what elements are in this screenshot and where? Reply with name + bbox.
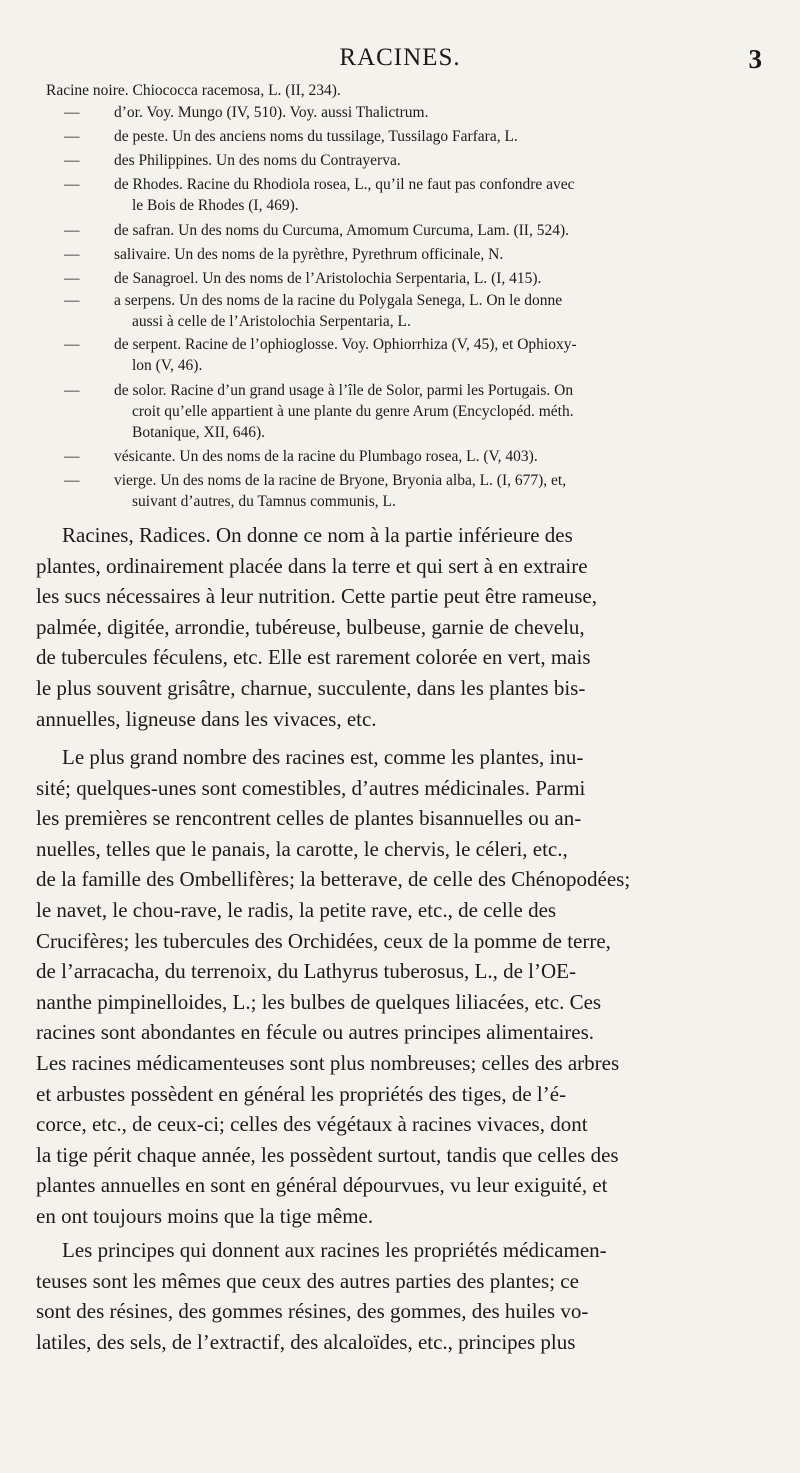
paragraph-line: sité; quelques-unes sont comestibles, d’autres médicinales. Parmi — [36, 775, 586, 800]
paragraph-line: le navet, le chou-rave, le radis, la petite rave, etc., de celle des — [36, 897, 557, 922]
paragraph-line: annuelles, ligneuse dans les vivaces, etc. — [36, 706, 377, 731]
entry-line: des Philippines. Un des noms du Contrayerva. — [114, 152, 401, 169]
entry-line: salivaire. Un des noms de la pyrèthre, Pyrethrum officinale, N. — [114, 246, 504, 263]
paragraph-line: plantes annuelles en sont en général dépourvues, vu leur exiguité, et — [36, 1173, 608, 1198]
paragraph-line: plantes, ordinairement placée dans la terre et qui sert à en extraire — [36, 553, 588, 578]
entry-line: de solor. Racine d’un grand usage à l’île de Solor, parmi les Portugais. On — [114, 382, 574, 399]
entry-line: Racine noire. Chiococca racemosa, L. (II, 234). — [46, 82, 341, 99]
paragraph-line: le plus souvent grisâtre, charnue, succulente, dans les plantes bis- — [36, 675, 586, 700]
entry-line: de serpent. Racine de l’ophioglosse. Voy. Ophiorrhiza (V, 45), et Ophioxy- — [114, 336, 577, 353]
entry-dash: — — [64, 382, 80, 399]
entry-dash: — — [64, 176, 80, 193]
entry-dash: — — [64, 270, 80, 287]
paragraph-line: Les principes qui donnent aux racines les propriétés médicamen- — [62, 1238, 607, 1262]
entry-dash: — — [64, 448, 80, 465]
running-header — [0, 44, 800, 80]
paragraph-line: nanthe pimpinelloides, L.; les bulbes de quelques liliacées, etc. Ces — [36, 989, 602, 1014]
entry-line: suivant d’autres, du Tamnus communis, L. — [132, 493, 396, 510]
running-title: RACINES. — [339, 44, 461, 71]
entry-line: de Sanagroel. Un des noms de l’Aristolochia Serpentaria, L. (I, 415). — [114, 270, 542, 287]
entry-line: d’or. Voy. Mungo (IV, 510). Voy. aussi Thalictrum. — [114, 104, 429, 121]
entry-line: vésicante. Un des noms de la racine du Plumbago rosea, L. (V, 403). — [114, 448, 538, 465]
paragraph-line: Racines, Radices. On donne ce nom à la partie inférieure des — [62, 523, 573, 547]
entry-line: vierge. Un des noms de la racine de Bryone, Bryonia alba, L. (I, 677), et, — [114, 472, 567, 489]
paragraph-racines-principes — [36, 1235, 770, 1357]
paragraph-line: nuelles, telles que le panais, la carotte, le chervis, le céleri, etc., — [36, 836, 568, 861]
paragraph-line: Crucifères; les tubercules des Orchidées, ceux de la pomme de terre, — [36, 928, 611, 953]
entry-line: aussi à celle de l’Aristolochia Serpentaria, L. — [132, 313, 411, 330]
paragraph-line: les sucs nécessaires à leur nutrition. Cette partie peut être rameuse, — [36, 584, 597, 609]
paragraph-line: Les racines médicamenteuses sont plus nombreuses; celles des arbres — [36, 1050, 620, 1075]
entry-line: croit qu’elle appartient à une plante du genre Arum (Encyclopéd. méth. — [132, 403, 574, 420]
entry-dash: — — [64, 222, 80, 239]
paragraph-line: corce, etc., de ceux-ci; celles des végétaux à racines vivaces, dont — [36, 1112, 588, 1137]
entry-line: a serpens. Un des noms de la racine du Polygala Senega, L. On le donne — [114, 292, 563, 309]
entry-line: lon (V, 46). — [132, 357, 203, 374]
entry-dash: — — [64, 104, 80, 121]
paragraph-racines-definition — [36, 520, 770, 734]
paragraph-line: racines sont abondantes en fécule ou autres principes alimentaires. — [36, 1020, 595, 1045]
entry-dash: — — [64, 336, 80, 353]
paragraph-line: teuses sont les mêmes que ceux des autres parties des plantes; ce — [36, 1268, 579, 1293]
entry-dash: — — [64, 128, 80, 145]
paragraph-line: la tige périt chaque année, les possèdent surtout, tandis que celles des — [36, 1142, 619, 1167]
paragraph-line: en ont toujours moins que la tige même. — [36, 1203, 374, 1228]
paragraph-line: latiles, des sels, de l’extractif, des alcaloïdes, etc., principes plus — [36, 1329, 576, 1354]
entry-dash: — — [64, 472, 80, 489]
paragraph-line: de la famille des Ombellifères; la betterave, de celle des Chénopodées; — [36, 867, 631, 892]
paragraph-line: de tubercules féculens, etc. Elle est rarement colorée en vert, mais — [36, 645, 591, 670]
paragraph-racines-usages — [36, 742, 770, 1232]
paragraph-line: palmée, digitée, arrondie, tubéreuse, bulbeuse, garnie de chevelu, — [36, 614, 585, 639]
page-number: 3 — [748, 44, 762, 74]
entry-line: de Rhodes. Racine du Rhodiola rosea, L., qu’il ne faut pas confondre avec — [114, 176, 575, 193]
paragraph-line: Le plus grand nombre des racines est, comme les plantes, inu- — [62, 745, 584, 769]
entry-dash: — — [64, 246, 80, 263]
entry-dash: — — [64, 152, 80, 169]
entry-line: le Bois de Rhodes (I, 469). — [132, 197, 299, 214]
paragraph-line: et arbustes possèdent en général les propriétés des tiges, de l’é- — [36, 1081, 567, 1106]
entry-line: de peste. Un des anciens noms du tussilage, Tussilago Farfara, L. — [114, 128, 518, 145]
paragraph-line: les premières se rencontrent celles de plantes bisannuelles ou an- — [36, 806, 582, 831]
paragraph-line: sont des résines, des gommes résines, des gommes, des huiles vo- — [36, 1299, 589, 1324]
entry-line: Botanique, XII, 646). — [132, 424, 266, 441]
entry-line: de safran. Un des noms du Curcuma, Amomum Curcuma, Lam. (II, 524). — [114, 222, 570, 239]
paragraph-line: de l’arracacha, du terrenoix, du Lathyrus tuberosus, L., de l’OE- — [36, 959, 576, 984]
entry-dash: — — [64, 292, 80, 309]
